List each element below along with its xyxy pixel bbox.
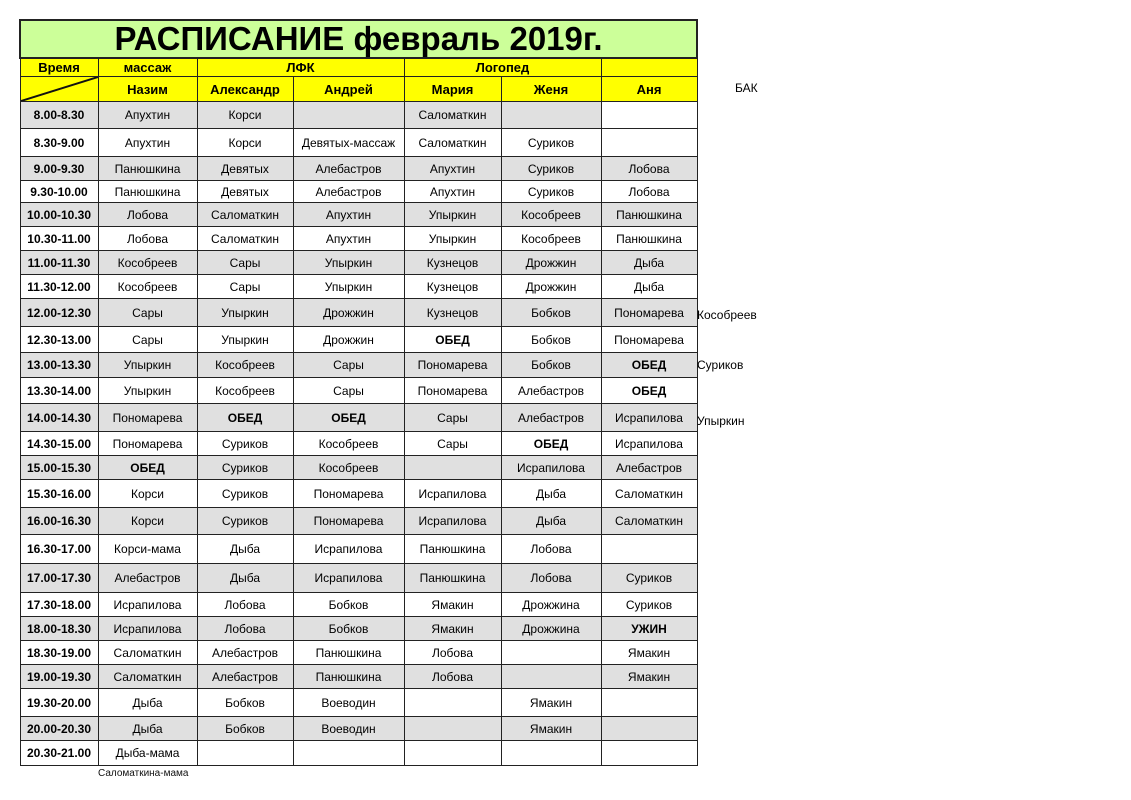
schedule-cell[interactable] <box>601 102 697 129</box>
time-slot: 12.30-13.00 <box>20 327 98 353</box>
header-staff-row <box>20 77 697 102</box>
time-slot: 16.30-17.00 <box>20 535 98 564</box>
diagonal-line-icon <box>21 77 98 101</box>
schedule-cell[interactable]: Упыркин <box>404 203 501 227</box>
schedule-cell[interactable]: Пономарева <box>293 480 404 508</box>
schedule-cell[interactable]: Упыркин <box>98 378 197 404</box>
schedule-cell[interactable]: Ямакин <box>501 717 601 741</box>
schedule-cell[interactable]: Пономарева <box>98 432 197 456</box>
schedule-cell[interactable]: Суриков <box>197 432 293 456</box>
schedule-cell[interactable]: Исрапилова <box>98 617 197 641</box>
schedule-cell[interactable]: Суриков <box>601 564 697 593</box>
schedule-cell[interactable]: Исрапилова <box>293 535 404 564</box>
schedule-cell[interactable]: Саломаткин <box>98 641 197 665</box>
schedule-cell[interactable]: Лобова <box>501 535 601 564</box>
header-group-1: массаж <box>98 58 197 77</box>
schedule-cell[interactable]: Дыба <box>601 275 697 299</box>
time-slot: 15.00-15.30 <box>20 456 98 480</box>
table-row <box>20 353 697 378</box>
schedule-cell[interactable]: Воеводин <box>293 689 404 717</box>
schedule-cell[interactable]: Ямакин <box>404 617 501 641</box>
schedule-cell[interactable]: Сары <box>197 251 293 275</box>
schedule-cell[interactable] <box>404 741 501 766</box>
schedule-cell[interactable]: Апухтин <box>98 129 197 157</box>
table-row <box>20 129 697 157</box>
time-slot: 13.00-13.30 <box>20 353 98 378</box>
schedule-cell[interactable]: Алебастров <box>293 181 404 203</box>
footer-note: Саломаткина-мама <box>98 768 189 779</box>
time-slot: 12.00-12.30 <box>20 299 98 327</box>
schedule-cell[interactable]: Апухтин <box>404 181 501 203</box>
table-row <box>20 641 697 665</box>
time-slot: 17.30-18.00 <box>20 593 98 617</box>
schedule-cell[interactable]: Пономарева <box>601 327 697 353</box>
schedule-cell[interactable]: Лобова <box>98 227 197 251</box>
time-slot: 14.30-15.00 <box>20 432 98 456</box>
schedule-cell[interactable]: Алебастров <box>197 641 293 665</box>
table-row <box>20 535 697 564</box>
diagonal-header-cell <box>20 77 98 102</box>
schedule-cell[interactable]: Дыба <box>197 535 293 564</box>
schedule-cell[interactable]: Лобова <box>404 641 501 665</box>
table-row <box>20 327 697 353</box>
schedule-cell[interactable]: Девятых <box>197 157 293 181</box>
time-slot: 20.30-21.00 <box>20 741 98 766</box>
schedule-cell[interactable]: Сары <box>293 378 404 404</box>
schedule-cell[interactable]: Лобова <box>501 564 601 593</box>
header-groups-row <box>20 58 697 77</box>
time-slot: 15.30-16.00 <box>20 480 98 508</box>
schedule-cell[interactable]: Исрапилова <box>404 508 501 535</box>
schedule-cell[interactable]: ОБЕД <box>98 456 197 480</box>
schedule-cell[interactable]: Суриков <box>197 456 293 480</box>
schedule-cell[interactable]: Сары <box>293 353 404 378</box>
schedule-cell[interactable]: Дрожжин <box>501 275 601 299</box>
schedule-cell[interactable]: Панюшкина <box>601 203 697 227</box>
table-row <box>20 299 697 327</box>
schedule-cell[interactable]: Бобков <box>293 593 404 617</box>
schedule-cell[interactable]: Упыркин <box>98 353 197 378</box>
table-row <box>20 741 697 766</box>
time-slot: 19.30-20.00 <box>20 689 98 717</box>
title-row <box>20 20 697 58</box>
schedule-cell[interactable]: Лобова <box>197 593 293 617</box>
schedule-cell[interactable]: Исрапилова <box>601 432 697 456</box>
time-slot: 17.00-17.30 <box>20 564 98 593</box>
schedule-cell[interactable]: Бобков <box>501 327 601 353</box>
staff-header-4: Женя <box>501 77 601 102</box>
schedule-cell[interactable]: Саломаткин <box>601 508 697 535</box>
schedule-cell[interactable]: Дыба <box>501 480 601 508</box>
schedule-cell[interactable]: Исрапилова <box>293 564 404 593</box>
table-row <box>20 102 697 129</box>
table-row <box>20 508 697 535</box>
side-note: Суриков <box>697 358 744 372</box>
header-group-0: Время <box>20 58 98 77</box>
schedule-cell[interactable]: Кособреев <box>501 227 601 251</box>
schedule-cell[interactable] <box>293 741 404 766</box>
schedule-cell[interactable]: Апухтин <box>293 227 404 251</box>
schedule-cell[interactable] <box>404 456 501 480</box>
staff-header-1: Александр <box>197 77 293 102</box>
schedule-cell[interactable]: Корси <box>98 508 197 535</box>
schedule-cell[interactable]: ОБЕД <box>501 432 601 456</box>
schedule-cell[interactable]: Апухтин <box>293 203 404 227</box>
schedule-cell[interactable]: Дрожжина <box>501 593 601 617</box>
schedule-cell[interactable]: Исрапилова <box>404 480 501 508</box>
schedule-cell[interactable]: Пономарева <box>404 378 501 404</box>
staff-header-3: Мария <box>404 77 501 102</box>
schedule-cell[interactable]: Упыркин <box>197 327 293 353</box>
schedule-cell[interactable]: Апухтин <box>98 102 197 129</box>
schedule-cell[interactable] <box>197 741 293 766</box>
schedule-cell[interactable] <box>404 689 501 717</box>
table-row <box>20 378 697 404</box>
schedule-cell[interactable]: Дыба <box>501 508 601 535</box>
schedule-cell[interactable]: Суриков <box>197 508 293 535</box>
schedule-cell[interactable]: Сары <box>197 275 293 299</box>
schedule-cell[interactable]: УЖИН <box>601 617 697 641</box>
side-note: БАК <box>735 81 758 95</box>
schedule-cell[interactable] <box>293 102 404 129</box>
schedule-cell[interactable]: Лобова <box>98 203 197 227</box>
schedule-sheet <box>19 19 696 766</box>
schedule-cell[interactable]: Корси <box>197 129 293 157</box>
schedule-cell[interactable]: Дрожжин <box>501 251 601 275</box>
time-slot: 9.00-9.30 <box>20 157 98 181</box>
schedule-cell[interactable] <box>601 535 697 564</box>
schedule-cell[interactable] <box>601 129 697 157</box>
schedule-cell[interactable]: Упыркин <box>293 251 404 275</box>
time-slot: 8.30-9.00 <box>20 129 98 157</box>
table-row <box>20 717 697 741</box>
table-row <box>20 617 697 641</box>
schedule-cell[interactable]: Пономарева <box>404 353 501 378</box>
time-slot: 19.00-19.30 <box>20 665 98 689</box>
table-row <box>20 593 697 617</box>
side-note: Кособреев <box>697 308 757 322</box>
schedule-cell[interactable]: Апухтин <box>404 157 501 181</box>
schedule-cell[interactable]: Саломаткин <box>601 480 697 508</box>
table-row <box>20 275 697 299</box>
schedule-cell[interactable]: Сары <box>98 299 197 327</box>
side-note: Упыркин <box>697 414 745 428</box>
schedule-cell[interactable]: Упыркин <box>197 299 293 327</box>
schedule-cell[interactable]: Саломаткин <box>404 102 501 129</box>
schedule-cell[interactable]: Исрапилова <box>98 593 197 617</box>
schedule-cell[interactable]: Саломаткин <box>197 227 293 251</box>
schedule-cell[interactable]: Панюшкина <box>601 227 697 251</box>
schedule-cell[interactable]: Бобков <box>501 299 601 327</box>
schedule-cell[interactable]: Панюшкина <box>404 564 501 593</box>
schedule-cell[interactable]: Кособреев <box>197 353 293 378</box>
table-row <box>20 181 697 203</box>
schedule-cell[interactable]: ОБЕД <box>601 353 697 378</box>
time-slot: 16.00-16.30 <box>20 508 98 535</box>
schedule-cell[interactable]: Корси <box>197 102 293 129</box>
schedule-cell[interactable] <box>501 102 601 129</box>
time-slot: 11.00-11.30 <box>20 251 98 275</box>
time-slot: 20.00-20.30 <box>20 717 98 741</box>
schedule-cell[interactable] <box>404 717 501 741</box>
schedule-cell[interactable]: Суриков <box>601 593 697 617</box>
schedule-cell[interactable]: Бобков <box>197 689 293 717</box>
schedule-cell[interactable]: Сары <box>404 404 501 432</box>
schedule-cell[interactable]: Панюшкина <box>293 665 404 689</box>
schedule-cell[interactable]: Панюшкина <box>98 157 197 181</box>
staff-header-5: Аня <box>601 77 697 102</box>
time-slot: 8.00-8.30 <box>20 102 98 129</box>
schedule-cell[interactable]: Кузнецов <box>404 251 501 275</box>
schedule-cell[interactable]: Дыба-мама <box>98 741 197 766</box>
schedule-cell[interactable]: Кособреев <box>98 251 197 275</box>
time-slot: 10.30-11.00 <box>20 227 98 251</box>
schedule-cell[interactable]: Исрапилова <box>601 404 697 432</box>
schedule-cell[interactable]: Сары <box>404 432 501 456</box>
schedule-cell[interactable]: Девятых-массаж <box>293 129 404 157</box>
schedule-cell[interactable]: Дрожжина <box>501 617 601 641</box>
schedule-cell[interactable]: ОБЕД <box>404 327 501 353</box>
schedule-cell[interactable]: ОБЕД <box>293 404 404 432</box>
schedule-cell[interactable]: Упыркин <box>404 227 501 251</box>
time-slot: 18.30-19.00 <box>20 641 98 665</box>
schedule-cell[interactable]: Бобков <box>293 617 404 641</box>
schedule-cell[interactable]: Кособреев <box>197 378 293 404</box>
schedule-cell[interactable]: Алебастров <box>98 564 197 593</box>
table-row <box>20 157 697 181</box>
table-row <box>20 251 697 275</box>
schedule-cell[interactable]: Воеводин <box>293 717 404 741</box>
schedule-cell[interactable]: Бобков <box>197 717 293 741</box>
table-row <box>20 404 697 432</box>
schedule-cell[interactable]: Кособреев <box>501 203 601 227</box>
schedule-cell[interactable]: ОБЕД <box>601 378 697 404</box>
schedule-cell[interactable]: Саломаткин <box>98 665 197 689</box>
table-row <box>20 480 697 508</box>
schedule-cell[interactable]: Алебастров <box>501 404 601 432</box>
header-group-2: ЛФК <box>197 58 404 77</box>
schedule-cell[interactable]: Дыба <box>98 689 197 717</box>
table-row <box>20 227 697 251</box>
schedule-cell[interactable]: Алебастров <box>601 456 697 480</box>
schedule-cell[interactable]: Девятых <box>197 181 293 203</box>
schedule-cell[interactable]: Саломаткин <box>404 129 501 157</box>
schedule-cell[interactable]: Панюшкина <box>98 181 197 203</box>
table-row <box>20 689 697 717</box>
header-group-3: Логопед <box>404 58 601 77</box>
schedule-cell[interactable]: Ямакин <box>404 593 501 617</box>
schedule-cell[interactable]: Дыба <box>197 564 293 593</box>
table-row <box>20 564 697 593</box>
schedule-cell[interactable]: Алебастров <box>293 157 404 181</box>
schedule-cell[interactable]: ОБЕД <box>197 404 293 432</box>
schedule-cell[interactable] <box>501 741 601 766</box>
schedule-cell[interactable]: Лобова <box>197 617 293 641</box>
schedule-cell[interactable]: Корси-мама <box>98 535 197 564</box>
staff-header-2: Андрей <box>293 77 404 102</box>
schedule-cell[interactable] <box>601 689 697 717</box>
schedule-cell[interactable]: Суриков <box>197 480 293 508</box>
schedule-cell[interactable]: Ямакин <box>501 689 601 717</box>
schedule-cell[interactable]: Кузнецов <box>404 299 501 327</box>
schedule-cell[interactable]: Ямакин <box>601 665 697 689</box>
header-group-4 <box>601 58 697 77</box>
table-row <box>20 665 697 689</box>
page-title: РАСПИСАНИЕ февраль 2019г. <box>20 20 697 58</box>
schedule-cell[interactable]: Пономарева <box>293 508 404 535</box>
schedule-cell[interactable]: Лобова <box>404 665 501 689</box>
schedule-cell[interactable]: Дыба <box>98 717 197 741</box>
schedule-cell[interactable]: Дыба <box>601 251 697 275</box>
time-slot: 13.30-14.00 <box>20 378 98 404</box>
schedule-cell[interactable]: Панюшкина <box>293 641 404 665</box>
schedule-table <box>19 19 698 766</box>
schedule-cell[interactable]: Лобова <box>601 157 697 181</box>
schedule-cell[interactable]: Исрапилова <box>501 456 601 480</box>
schedule-cell[interactable]: Сары <box>98 327 197 353</box>
schedule-cell[interactable]: Кособреев <box>293 432 404 456</box>
schedule-cell[interactable]: Пономарева <box>601 299 697 327</box>
schedule-cell[interactable]: Дрожжин <box>293 299 404 327</box>
schedule-cell[interactable]: Алебастров <box>501 378 601 404</box>
table-row <box>20 456 697 480</box>
schedule-cell[interactable]: Кособреев <box>98 275 197 299</box>
schedule-cell[interactable] <box>601 717 697 741</box>
schedule-cell[interactable]: Лобова <box>601 181 697 203</box>
schedule-cell[interactable]: Ямакин <box>601 641 697 665</box>
schedule-cell[interactable]: Корси <box>98 480 197 508</box>
schedule-cell[interactable]: Дрожжин <box>293 327 404 353</box>
schedule-cell[interactable]: Суриков <box>501 157 601 181</box>
schedule-cell[interactable]: Кособреев <box>293 456 404 480</box>
staff-header-0: Назим <box>98 77 197 102</box>
schedule-cell[interactable]: Бобков <box>501 353 601 378</box>
time-slot: 11.30-12.00 <box>20 275 98 299</box>
schedule-cell[interactable]: Панюшкина <box>404 535 501 564</box>
schedule-cell[interactable]: Пономарева <box>98 404 197 432</box>
schedule-cell[interactable]: Алебастров <box>197 665 293 689</box>
schedule-cell[interactable]: Саломаткин <box>197 203 293 227</box>
time-slot: 18.00-18.30 <box>20 617 98 641</box>
time-slot: 10.00-10.30 <box>20 203 98 227</box>
time-slot: 14.00-14.30 <box>20 404 98 432</box>
schedule-cell[interactable]: Упыркин <box>293 275 404 299</box>
schedule-cell[interactable]: Кузнецов <box>404 275 501 299</box>
schedule-cell[interactable] <box>501 665 601 689</box>
time-slot: 9.30-10.00 <box>20 181 98 203</box>
schedule-cell[interactable]: Суриков <box>501 129 601 157</box>
schedule-cell[interactable] <box>601 741 697 766</box>
table-row <box>20 203 697 227</box>
table-row <box>20 432 697 456</box>
schedule-cell[interactable] <box>501 641 601 665</box>
schedule-cell[interactable]: Суриков <box>501 181 601 203</box>
